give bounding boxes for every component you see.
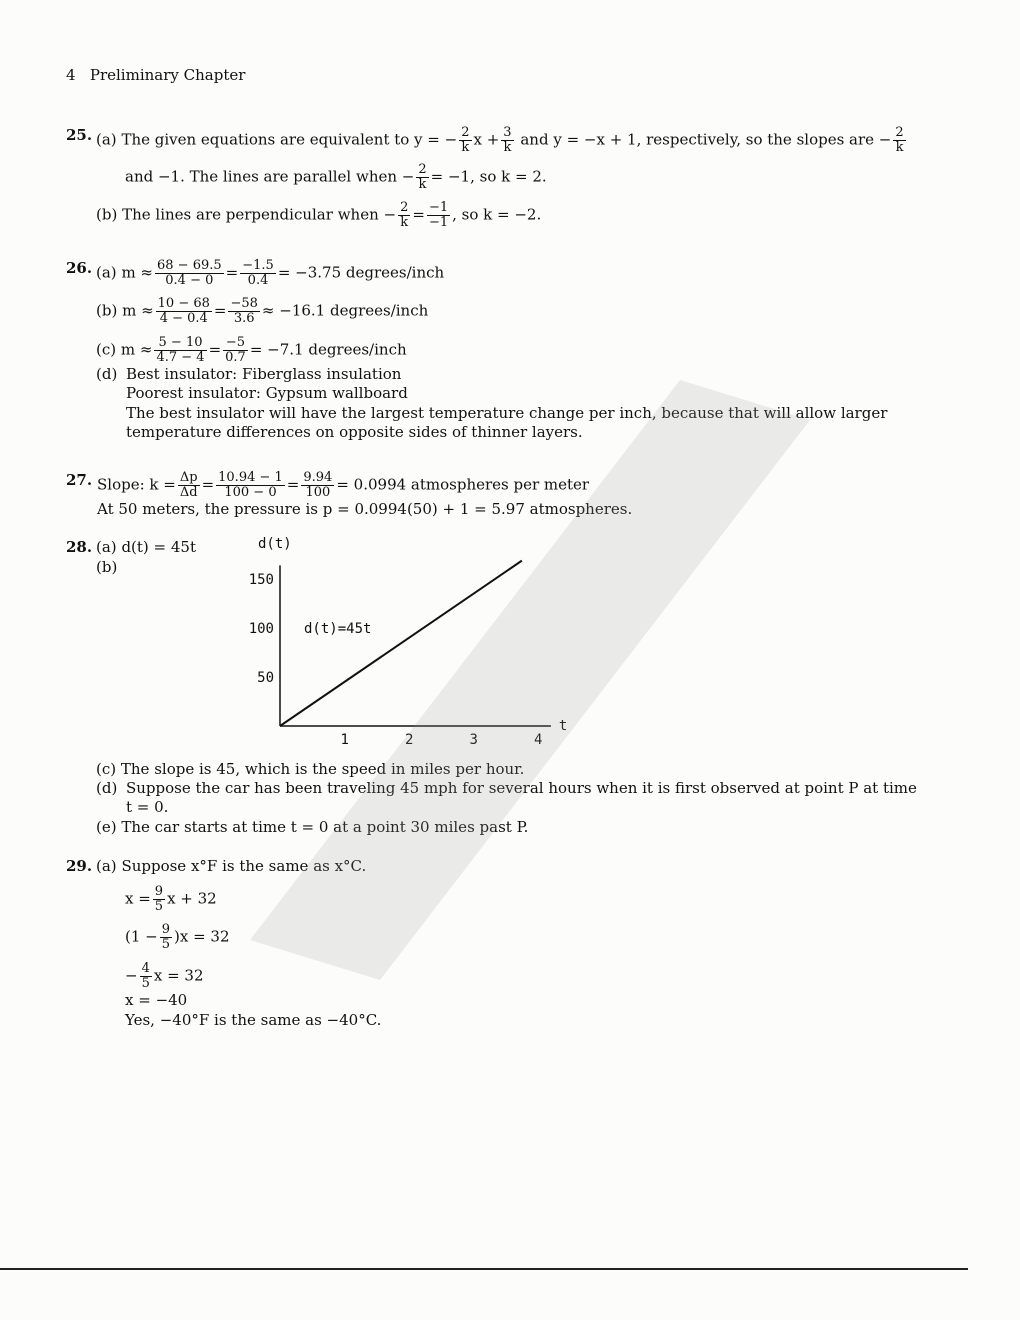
text: (1 − bbox=[125, 927, 158, 946]
text: = bbox=[225, 263, 239, 282]
text: = bbox=[286, 475, 300, 494]
denominator: Δd bbox=[179, 485, 198, 500]
x-tick-label: 2 bbox=[405, 732, 414, 745]
fraction bbox=[156, 297, 212, 326]
numerator: 10 − 68 bbox=[157, 296, 210, 311]
denominator: 5 bbox=[141, 976, 150, 991]
fraction bbox=[223, 336, 248, 365]
text: and y = −x + 1, respectively, so the slopes are − bbox=[520, 130, 892, 149]
text: m ≈ bbox=[120, 340, 153, 359]
problem-26c-label: (c) bbox=[96, 340, 117, 359]
problem-29-line2 bbox=[125, 885, 217, 914]
denominator: −1 bbox=[428, 215, 449, 230]
x-tick-label: 3 bbox=[469, 732, 478, 745]
text: Suppose x°F is the same as x°C. bbox=[121, 857, 367, 875]
problem-28e bbox=[96, 818, 528, 836]
fraction bbox=[501, 126, 513, 155]
text: = bbox=[201, 475, 215, 494]
problem-26d-line1: Best insulator: Fiberglass insulation bbox=[126, 365, 402, 383]
denominator: k bbox=[461, 140, 470, 155]
numerator: −58 bbox=[230, 296, 258, 311]
text: , so k = −2. bbox=[452, 205, 542, 224]
problem-28c bbox=[96, 760, 524, 778]
problem-25a-line2 bbox=[125, 163, 547, 192]
problem-28d-line1: Suppose the car has been traveling 45 mph for several hours when it is first observed at point P at time bbox=[126, 779, 917, 797]
problem-25b-label: (b) bbox=[96, 205, 118, 224]
denominator: k bbox=[400, 215, 409, 230]
page-number: 4 bbox=[66, 66, 76, 84]
numerator: 9.94 bbox=[303, 470, 333, 485]
text: m ≈ bbox=[121, 263, 153, 282]
problem-28-number: 28. bbox=[66, 538, 93, 556]
problem-28d-line2: t = 0. bbox=[126, 798, 169, 816]
fraction bbox=[416, 163, 428, 192]
denominator: 5 bbox=[161, 937, 171, 952]
text: = bbox=[412, 205, 425, 224]
problem-28e-label: (e) bbox=[96, 818, 117, 836]
denominator: 4.7 − 4 bbox=[156, 350, 205, 365]
numerator: −5 bbox=[223, 336, 248, 351]
problem-28c-text: The slope is 45, which is the speed in miles per hour. bbox=[120, 760, 525, 778]
fraction bbox=[301, 471, 334, 500]
fraction bbox=[154, 336, 206, 365]
fraction bbox=[178, 471, 200, 500]
text: The lines are perpendicular when − bbox=[122, 205, 397, 224]
chart-series-label: d(t)=45t bbox=[304, 621, 372, 637]
problem-26d-line2: Poorest insulator: Gypsum wallboard bbox=[126, 384, 408, 402]
fraction bbox=[427, 201, 450, 230]
problem-26a-label: (a) bbox=[96, 263, 117, 282]
numerator: 2 bbox=[895, 125, 904, 140]
numerator: −1.5 bbox=[242, 258, 274, 273]
x-tick-label: 4 bbox=[534, 732, 543, 745]
footer-rule bbox=[0, 1268, 968, 1270]
problem-29-line5: x = −40 bbox=[125, 991, 188, 1009]
problem-27-number: 27. bbox=[66, 471, 93, 489]
problem-25b bbox=[96, 201, 541, 230]
numerator: 5 − 10 bbox=[154, 336, 206, 351]
numerator: −1 bbox=[428, 200, 449, 215]
denominator: k bbox=[418, 177, 427, 192]
problem-29-line4 bbox=[125, 962, 204, 991]
text: ≈ −16.1 degrees/inch bbox=[261, 301, 429, 320]
problem-25a-line1 bbox=[96, 126, 908, 155]
problem-26c bbox=[96, 336, 407, 365]
distance-time-chart bbox=[230, 530, 590, 745]
text: = −3.75 degrees/inch bbox=[277, 263, 445, 282]
denominator: k bbox=[503, 140, 512, 155]
numerator: 2 bbox=[418, 162, 427, 177]
text: and −1. The lines are parallel when − bbox=[125, 167, 415, 186]
y-tick-label: 150 bbox=[248, 572, 274, 588]
numerator: Δp bbox=[179, 470, 198, 485]
text: Slope: k = bbox=[97, 475, 176, 494]
text: = bbox=[213, 301, 227, 320]
chart-y-ticks bbox=[249, 572, 274, 686]
fraction bbox=[155, 259, 224, 288]
x-tick-label: 1 bbox=[340, 732, 349, 745]
problem-28a-text: d(t) = 45t bbox=[121, 538, 196, 556]
problem-26a bbox=[96, 259, 444, 288]
numerator: 2 bbox=[400, 200, 409, 215]
numerator: 10.94 − 1 bbox=[218, 470, 283, 485]
problem-25-number: 25. bbox=[66, 126, 93, 144]
denominator: 0.4 − 0 bbox=[165, 273, 214, 288]
denominator: 100 bbox=[305, 485, 331, 500]
chart-series-line bbox=[280, 561, 522, 726]
problem-28c-label: (c) bbox=[96, 760, 117, 778]
fraction bbox=[459, 126, 471, 155]
problem-29a-line1 bbox=[96, 857, 366, 875]
problem-27-line2: At 50 meters, the pressure is p = 0.0994(50) + 1 = 5.97 atmospheres. bbox=[97, 500, 633, 518]
problem-26d-line3: The best insulator will have the largest temperature change per inch, because that will allow larger bbox=[126, 404, 888, 422]
problem-26d-label: (d) bbox=[96, 365, 118, 383]
text: x + 32 bbox=[167, 889, 217, 908]
problem-28a-label: (a) bbox=[96, 538, 117, 556]
fraction bbox=[398, 201, 410, 230]
problem-29-number: 29. bbox=[66, 857, 93, 875]
numerator: 3 bbox=[503, 125, 512, 140]
numerator: 9 bbox=[161, 922, 171, 937]
page-header bbox=[66, 66, 245, 84]
problem-25a-label: (a) bbox=[96, 130, 117, 149]
fraction bbox=[140, 962, 152, 991]
numerator: 4 bbox=[141, 961, 150, 976]
text: = bbox=[208, 340, 222, 359]
text: The given equations are equivalent to y = − bbox=[121, 130, 458, 149]
denominator: 3.6 bbox=[233, 311, 255, 326]
y-tick-label: 100 bbox=[248, 621, 274, 637]
text: x + bbox=[473, 130, 500, 149]
problem-27-line1 bbox=[97, 471, 589, 500]
chart-y-label: d(t) bbox=[258, 536, 292, 552]
text: )x = 32 bbox=[174, 927, 230, 946]
fraction bbox=[216, 471, 285, 500]
fraction bbox=[160, 923, 172, 952]
problem-29a-label: (a) bbox=[96, 857, 117, 875]
text: = −7.1 degrees/inch bbox=[249, 340, 407, 359]
numerator: 68 − 69.5 bbox=[157, 258, 222, 273]
problem-26d-line4: temperature differences on opposite sides of thinner layers. bbox=[126, 423, 583, 441]
problem-28a bbox=[96, 538, 196, 556]
numerator: 9 bbox=[154, 884, 164, 899]
denominator: 4 − 0.4 bbox=[159, 311, 208, 326]
text: = 0.0994 atmospheres per meter bbox=[336, 475, 590, 494]
denominator: 0.4 bbox=[247, 273, 269, 288]
numerator: 2 bbox=[461, 125, 470, 140]
problem-26b bbox=[96, 297, 428, 326]
y-tick-label: 50 bbox=[257, 670, 274, 686]
problem-28e-text: The car starts at time t = 0 at a point 30 miles past P. bbox=[121, 818, 529, 836]
denominator: 100 − 0 bbox=[224, 485, 277, 500]
problem-29-line3 bbox=[125, 923, 230, 952]
denominator: k bbox=[895, 140, 904, 155]
chart-x-label: t bbox=[558, 718, 568, 734]
fraction bbox=[240, 259, 276, 288]
problem-26-number: 26. bbox=[66, 259, 93, 277]
text: x = bbox=[125, 889, 151, 908]
text: = −1, so k = 2. bbox=[430, 167, 547, 186]
problem-29-line6: Yes, −40°F is the same as −40°C. bbox=[125, 1011, 382, 1029]
denominator: 5 bbox=[154, 899, 164, 914]
problem-28d-label: (d) bbox=[96, 779, 118, 797]
text: x = 32 bbox=[153, 966, 204, 985]
problem-26b-label: (b) bbox=[96, 301, 118, 320]
chart-x-ticks bbox=[341, 732, 543, 745]
fraction bbox=[228, 297, 259, 326]
fraction bbox=[153, 885, 165, 914]
denominator: 0.7 bbox=[225, 350, 246, 365]
chapter-title: Preliminary Chapter bbox=[89, 66, 246, 84]
problem-28b-label: (b) bbox=[96, 558, 118, 576]
text: − bbox=[125, 966, 138, 985]
fraction bbox=[893, 126, 905, 155]
text: m ≈ bbox=[122, 301, 154, 320]
